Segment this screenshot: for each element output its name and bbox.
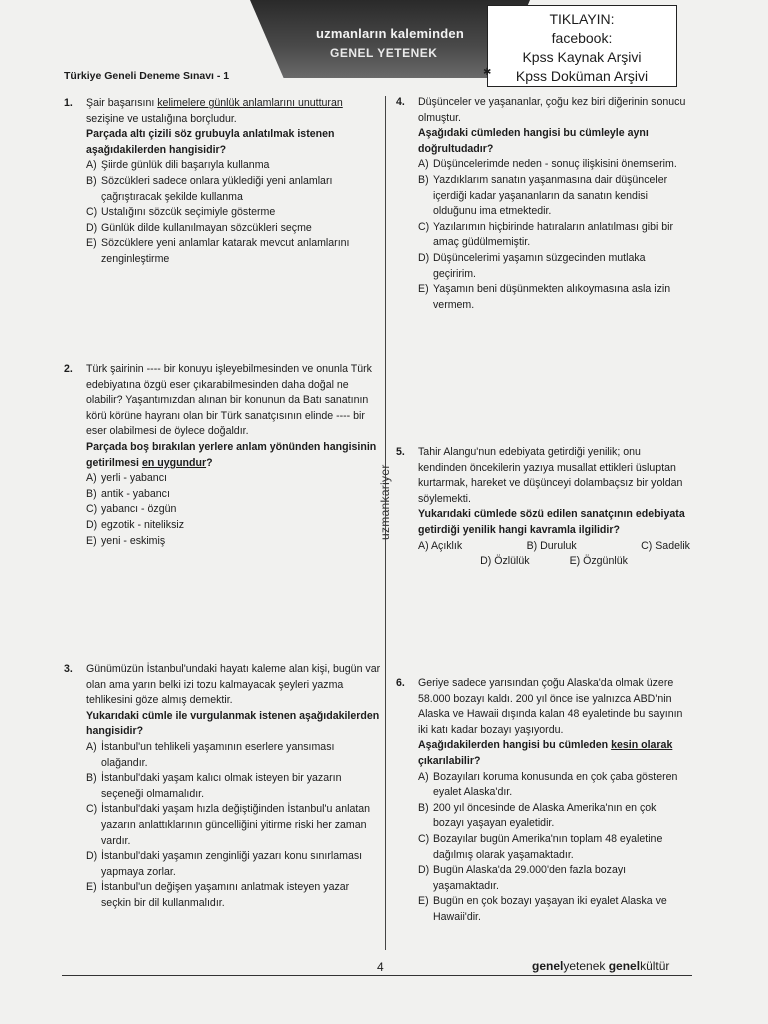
vertical-brand-text: uzmankariyer <box>378 464 392 540</box>
option-b[interactable]: B) Yazdıklarım sanatın yaşanmasına dair düşünceler içerdiği kadar yaşananların da sanatın kendisi olduğunu ima etmektedir. <box>418 173 668 218</box>
option-d[interactable]: D) Özlülük <box>480 555 530 568</box>
answer-options <box>418 770 690 926</box>
promo-line-1: TIKLAYIN: <box>549 11 615 27</box>
question-stem: Türk şairinin ---- bir konuyu işleyebilmesinden ve onunla Türk edebiyatına özgü eser çıkarabilmesinden daha doğal ne olabilir? Yaşantımızdan alınan bir konunun da Batı sanatının körü körüne hayranı olan bir Türk sanatçısının elinde ---- bir eser olabilmesi de öylece doğaldır. <box>86 363 372 438</box>
footer-brand: genelyetenek genelkültür <box>532 959 670 973</box>
question-prompt: Yukarıdaki cümle ile vurgulanmak istenen aşağıdakilerden hangisidir? <box>86 709 380 738</box>
banner-brand: uzmanların kaleminden <box>316 26 464 41</box>
option-c[interactable]: C) yabancı - özgün <box>86 503 177 516</box>
question-number: 6. <box>396 677 405 689</box>
option-c[interactable]: C) İstanbul'daki yaşam hızla değiştiğinden İstanbul'u anlatan yazarın anlattıklarının güncelliğini yitirme riski her zaman vardır. <box>86 803 371 847</box>
option-b[interactable]: B) 200 yıl öncesinde de Alaska Amerika'nın en çok bozayı yaşayan eyaletidir. <box>418 801 657 830</box>
option-d[interactable]: D) egzotik - niteliksiz <box>86 518 185 531</box>
option-a[interactable]: A) yerli - yabancı <box>86 472 167 485</box>
question-3 <box>64 662 382 912</box>
option-a[interactable]: A) Bozayıları koruma konusunda en çok çaba gösteren eyalet Alaska'dır. <box>418 770 678 799</box>
question-prompt: Yukarıdaki cümlede sözü edilen sanatçının edebiyata getirdiği yenilik hangi kavramla ilgilidir? <box>418 508 685 536</box>
option-b[interactable]: B) İstanbul'daki yaşam kalıcı olmak isteyen bir yazarın seçeneği olmamalıdır. <box>86 772 342 800</box>
option-b[interactable]: B) Sözcükleri sadece onlara yüklediği yeni anlamları çağrıştıracak şekilde kullanma <box>86 174 333 203</box>
answer-options <box>418 539 690 555</box>
question-stem: Günümüzün İstanbul'undaki hayatı kaleme alan kişi, bugün var olan ama yarın belki izi tozu kalmayacak şeyleri yazma tehlikesini göze almış demektir. <box>86 663 381 707</box>
question-stem: Geriye sadece yarısından çoğu Alaska'da olmak üzere 58.000 bozayı kaldı. 200 yıl önce ise yalnızca ABD'nin Alaska ve Hawaii dışında kalan 48 eyaletinde bu sayının iki katı kadar bozayı yaşıyordu. <box>418 677 683 736</box>
banner-subtitle: GENEL YETENEK <box>330 46 438 60</box>
option-e[interactable]: E) yeni - eskimiş <box>86 534 166 547</box>
question-prompt: Aşağıdaki cümleden hangisi bu cümleyle aynı doğrultudadır? <box>418 127 649 155</box>
question-stem: Tahir Alangu'nun edebiyata getirdiği yenilik; onu kendinden öncekilerin yazıya musallat ettikleri üsluptan kurtarmak, hareket ve düşünceyi dolambaçsız bir yoldan söylemekti. <box>418 446 683 505</box>
question-6 <box>396 676 690 926</box>
question-number: 1. <box>64 97 73 109</box>
question-stem: Düşünceler ve yaşananlar, çoğu kez biri diğerinin sonucu olmuştur. <box>418 96 686 124</box>
publisher-logo-icon: ✱ <box>483 67 492 78</box>
option-c[interactable]: C) Yazılarımın hiçbirinde hatıraların anlatılması gibi bir amaç güdülmemiştir. <box>418 220 674 249</box>
option-c[interactable]: C) Ustalığını sözcük seçimiyle gösterme <box>86 206 276 219</box>
option-d[interactable]: D) Günlük dilde kullanılmayan sözcükleri seçme <box>86 221 312 234</box>
option-a[interactable]: A) Şiirde günlük dili başarıyla kullanma <box>86 159 270 172</box>
answer-options <box>86 471 382 549</box>
question-prompt: Aşağıdakilerden hangisi bu cümleden kesin olarak çıkarılabilir? <box>418 739 673 767</box>
question-number: 5. <box>396 446 405 458</box>
question-number: 3. <box>64 663 73 675</box>
option-a[interactable]: A) İstanbul'un tehlikeli yaşamının eserlere yansıması olağandır. <box>86 740 335 769</box>
answer-options <box>418 157 690 313</box>
question-2 <box>64 362 382 549</box>
question-5 <box>396 445 690 570</box>
promo-line-3: Kpss Kaynak Arşivi <box>522 49 642 65</box>
option-b[interactable]: B) Duruluk <box>526 539 577 552</box>
question-number: 2. <box>64 363 73 375</box>
question-prompt: Parçada altı çizili söz grubuyla anlatılmak istenen aşağıdakilerden hangisidir? <box>86 128 335 156</box>
option-d[interactable]: D) Bugün Alaska'da 29.000'den fazla bozayı yaşamaktadır. <box>418 864 627 892</box>
question-4 <box>396 95 690 313</box>
option-e[interactable]: E) Sözcüklere yeni anlamlar katarak mevcut anlamlarını zenginleştirme <box>86 237 350 265</box>
option-e[interactable]: E) Bugün en çok bozayı yaşayan iki eyalet Alaska ve Hawaii'dir. <box>418 895 667 923</box>
page-number: 4 <box>377 960 384 974</box>
option-a[interactable]: A) Düşüncelerimde neden - sonuç ilişkisini önemserim. <box>418 158 677 171</box>
question-number: 4. <box>396 96 405 108</box>
option-a[interactable]: A) Açıklık <box>418 539 463 552</box>
option-d[interactable]: D) Düşüncelerimi yaşamın süzgecinden mutlaka geçiririm. <box>418 251 646 280</box>
footer-rule <box>62 975 692 976</box>
promo-line-2: facebook: <box>551 30 613 46</box>
option-e[interactable]: E) Yaşamın beni düşünmekten alıkoymasına asla izin vermem. <box>418 283 671 311</box>
option-e[interactable]: E) Özgünlük <box>569 555 628 568</box>
promo-line-4: Kpss Doküman Arşivi <box>515 68 649 84</box>
option-d[interactable]: D) İstanbul'daki yaşamın zenginliği yazarı konu sınırlaması yapmaya zorlar. <box>86 850 363 878</box>
answer-options <box>86 740 382 912</box>
option-c[interactable]: C) Bozayılar bugün Amerika'nın toplam 48 eyaletine dağılmış olarak yaşamaktadır. <box>418 832 663 861</box>
question-1 <box>64 96 382 268</box>
answer-options <box>86 158 382 267</box>
question-stem: Şair başarısını kelimelere günlük anlamlarını unutturan sezişine ve ustalığına borçludur. <box>86 97 343 125</box>
option-e[interactable]: E) İstanbul'un değişen yaşamını anlatmak isteyen yazar seçkin bir dil kullanmalıdır. <box>86 881 350 909</box>
option-b[interactable]: B) antik - yabancı <box>86 487 170 500</box>
option-c[interactable]: C) Sadelik <box>641 539 690 552</box>
answer-options-row-2 <box>418 554 690 570</box>
exam-title: Türkiye Geneli Deneme Sınavı - 1 <box>64 70 230 82</box>
facebook-promo-box[interactable] <box>487 5 677 87</box>
question-prompt: Parçada boş bırakılan yerlere anlam yönünden hangisinin getirilmesi en uygundur? <box>86 440 377 469</box>
